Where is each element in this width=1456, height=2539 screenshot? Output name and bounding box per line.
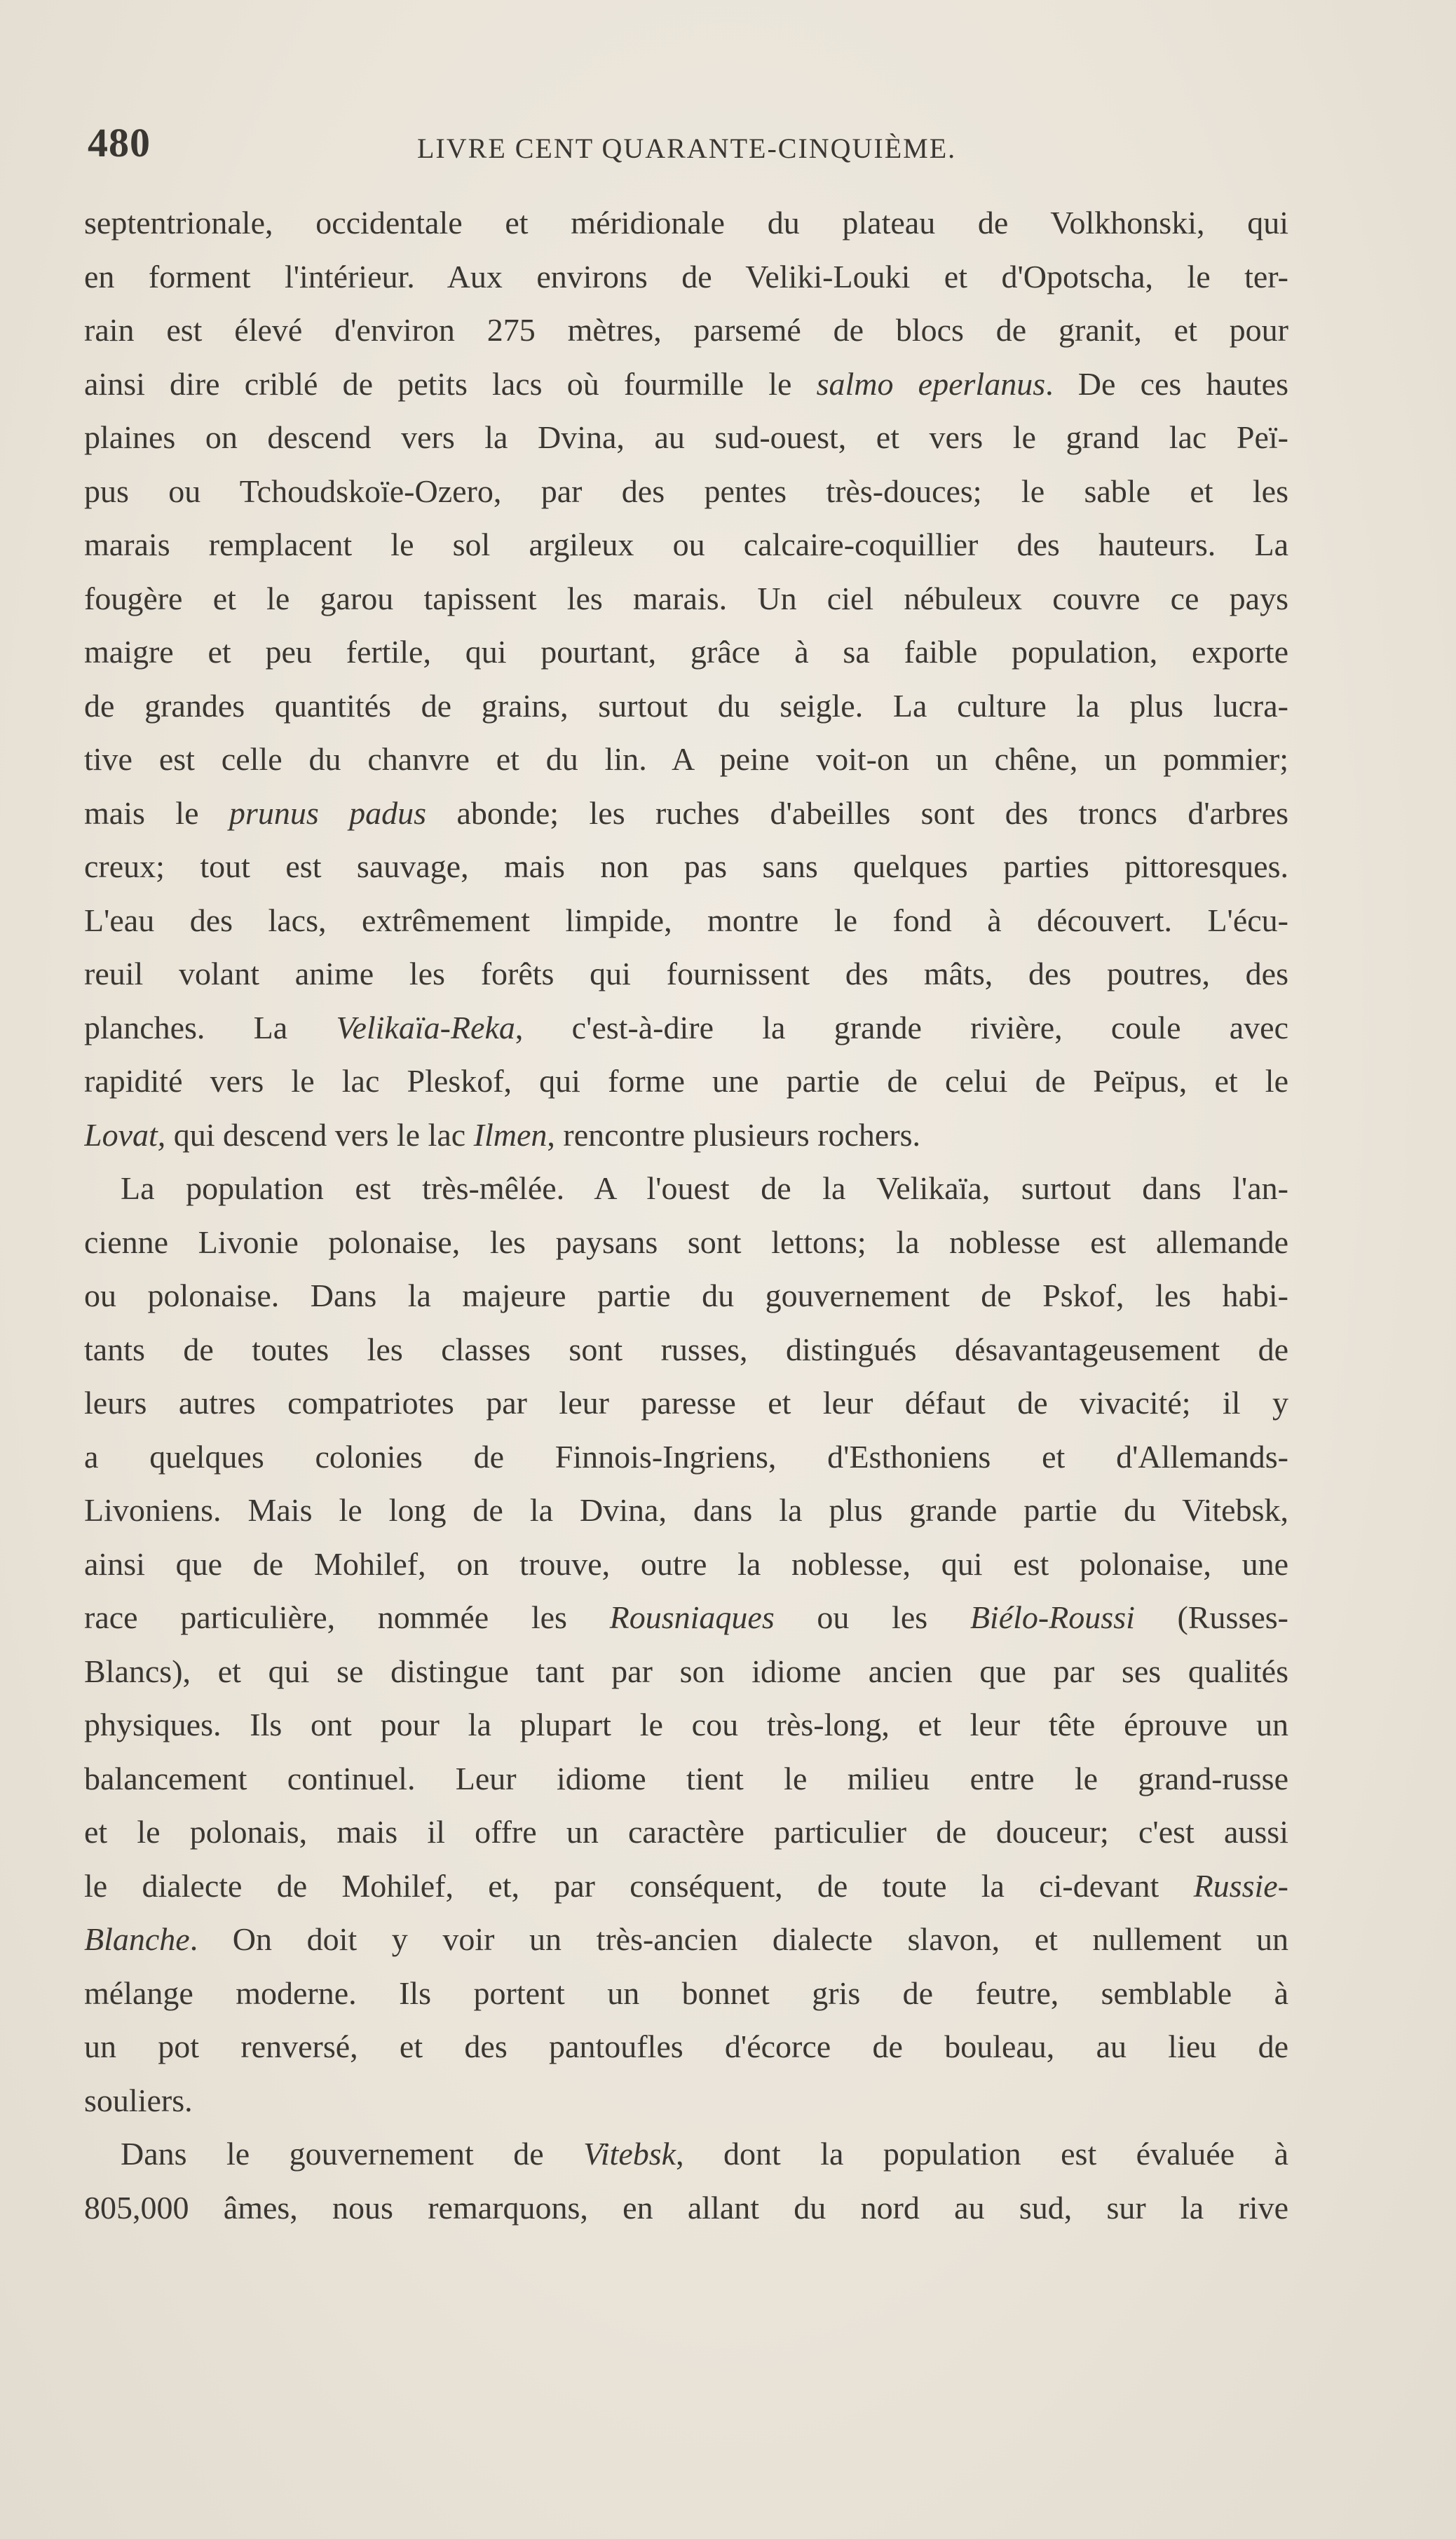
- text-line: [84, 1913, 1288, 1967]
- text-line: [84, 1860, 1288, 1914]
- text-segment: cienne Livonie polonaise, les paysans sont lettons; la noblesse est allemande: [84, 1224, 1288, 1260]
- text-line: [84, 250, 1288, 304]
- page-number: 480: [88, 120, 151, 165]
- text-segment: le dialecte de Mohilef, et, par conséquent, de toute la ci-devant: [84, 1867, 1194, 1904]
- text-line: [84, 840, 1288, 894]
- text-segment: . On doit y voir un très-ancien dialecte slavon, et nullement un: [189, 1921, 1288, 1957]
- text-line: [84, 572, 1288, 626]
- text-line: [84, 1376, 1288, 1430]
- text-segment: balancement continuel. Leur idiome tient le milieu entre le grand-russe: [84, 1760, 1288, 1796]
- text-segment: rapidité vers le lac Pleskof, qui forme une partie de celui de Peïpus, et le: [84, 1063, 1288, 1099]
- text-line: [84, 411, 1288, 465]
- text-segment: ou polonaise. Dans la majeure partie du gouvernement de Pskof, les habi-: [84, 1278, 1288, 1313]
- text-line: [84, 947, 1288, 1001]
- text-segment: maigre et peu fertile, qui pourtant, grâce à sa faible population, exporte: [84, 634, 1288, 670]
- text-segment: planches. La: [84, 1009, 336, 1045]
- text-segment: Blancs), et qui se distingue tant par son idiome ancien que par ses qualités: [84, 1653, 1288, 1689]
- text-segment: septentrionale, occidentale et méridionale du plateau de Volkhonski, qui: [84, 205, 1288, 241]
- text-segment: en forment l'intérieur. Aux environs de Veliki-Louki et d'Opotscha, le ter-: [84, 258, 1288, 294]
- text-line: [84, 358, 1288, 412]
- text-line: [84, 733, 1288, 787]
- text-line: [84, 1752, 1288, 1806]
- italic-term: Blanche: [84, 1921, 190, 1957]
- text-segment: tants de toutes les classes sont russes, distingués désavantageusement de: [84, 1331, 1288, 1367]
- text-segment: ainsi que de Mohilef, on trouve, outre la noblesse, qui est polonaise, une: [84, 1545, 1288, 1582]
- text-line: [84, 1055, 1288, 1109]
- text-line: [84, 465, 1288, 519]
- text-line: [84, 1269, 1288, 1323]
- text-segment: (Russes-: [1134, 1599, 1288, 1635]
- text-line: [84, 1216, 1288, 1270]
- text-line: [84, 1967, 1288, 2021]
- text-line: [84, 304, 1288, 358]
- text-segment: rain est élevé d'environ 275 mètres, parsemé de blocs de granit, et pour: [84, 312, 1288, 348]
- text-segment: reuil volant anime les forêts qui fournissent des mâts, des poutres, des: [84, 956, 1288, 991]
- text-segment: mais le: [84, 794, 229, 831]
- italic-term: Velikaïa-Reka: [336, 1009, 515, 1045]
- text-segment: physiques. Ils ont pour la plupart le cou très-long, et leur tête éprouve un: [84, 1707, 1288, 1742]
- text-line: [84, 1484, 1288, 1538]
- body-text: [84, 196, 1288, 2235]
- running-title: LIVRE CENT QUARANTE-CINQUIÈME.: [417, 133, 957, 164]
- text-line: [84, 2127, 1288, 2181]
- text-line: [84, 1430, 1288, 1484]
- text-line: [84, 2181, 1288, 2235]
- text-segment: race particulière, nommée les: [84, 1599, 610, 1635]
- text-line: [84, 518, 1288, 572]
- text-segment: , rencontre plusieurs rochers.: [547, 1116, 921, 1153]
- text-line: [84, 625, 1288, 679]
- text-line: [84, 1109, 1288, 1163]
- text-line: [84, 1538, 1288, 1592]
- text-line: [84, 1323, 1288, 1377]
- italic-term: Rousniaques: [609, 1599, 775, 1635]
- italic-term: salmo eperlanus: [816, 365, 1046, 402]
- text-line: [84, 787, 1288, 841]
- text-segment: L'eau des lacs, extrêmement limpide, montre le fond à découvert. L'écu-: [84, 902, 1288, 938]
- text-segment: La population est très-mêlée. A l'ouest de la Velikaïa, surtout dans l'an-: [121, 1170, 1288, 1206]
- text-segment: , dont la population est évaluée à: [676, 2136, 1288, 2172]
- text-segment: et le polonais, mais il offre un caractère particulier de douceur; c'est aussi: [84, 1814, 1288, 1850]
- text-segment: ainsi dire criblé de petits lacs où fourmille le: [84, 365, 817, 402]
- text-segment: , c'est-à-dire la grande rivière, coule avec: [515, 1009, 1288, 1045]
- text-line: [84, 679, 1288, 733]
- italic-term: prunus padus: [229, 794, 427, 831]
- text-segment: souliers.: [84, 2082, 193, 2118]
- text-line: [84, 1591, 1288, 1645]
- text-line: [84, 1645, 1288, 1699]
- text-segment: . De ces hautes: [1045, 365, 1288, 402]
- text-segment: a quelques colonies de Finnois-Ingriens, d'Esthoniens et d'Allemands-: [84, 1438, 1288, 1475]
- italic-term: Lovat,: [84, 1116, 166, 1153]
- text-line: [84, 1162, 1288, 1216]
- text-segment: de grandes quantités de grains, surtout du seigle. La culture la plus lucra-: [84, 687, 1288, 724]
- text-segment: Livoniens. Mais le long de la Dvina, dans la plus grande partie du Vitebsk,: [84, 1492, 1288, 1528]
- text-segment: plaines on descend vers la Dvina, au sud-ouest, et vers le grand lac Peï-: [84, 419, 1288, 455]
- page-header: [88, 119, 1286, 168]
- italic-term: Vitebsk: [583, 2136, 676, 2172]
- text-segment: Dans le gouvernement de: [121, 2136, 584, 2172]
- text-segment: abonde; les ruches d'abeilles sont des troncs d'arbres: [426, 794, 1288, 831]
- text-line: [84, 2074, 1288, 2128]
- text-line: [84, 1698, 1288, 1752]
- text-segment: ou les: [774, 1599, 970, 1635]
- text-segment: 805,000 âmes, nous remarquons, en allant du nord au sud, sur la rive: [84, 2189, 1288, 2226]
- text-segment: un pot renversé, et des pantoufles d'écorce de bouleau, au lieu de: [84, 2029, 1288, 2064]
- text-segment: tive est celle du chanvre et du lin. A peine voit-on un chêne, un pommier;: [84, 741, 1288, 777]
- text-line: [84, 2020, 1288, 2074]
- text-segment: leurs autres compatriotes par leur paresse et leur défaut de vivacité; il y: [84, 1385, 1288, 1421]
- text-segment: creux; tout est sauvage, mais non pas sans quelques parties pittoresques.: [84, 848, 1288, 884]
- text-line: [84, 196, 1288, 250]
- italic-term: Ilmen: [473, 1116, 547, 1153]
- text-segment: pus ou Tchoudskoïe-Ozero, par des pentes très-douces; le sable et les: [84, 473, 1288, 509]
- text-segment: mélange moderne. Ils portent un bonnet gris de feutre, semblable à: [84, 1975, 1288, 2011]
- text-segment: marais remplacent le sol argileux ou calcaire-coquillier des hauteurs. La: [84, 527, 1288, 562]
- text-segment: qui descend vers le lac: [165, 1116, 474, 1153]
- text-line: [84, 1001, 1288, 1055]
- text-line: [84, 894, 1288, 948]
- italic-term: Biélo-Roussi: [969, 1599, 1135, 1635]
- text-line: [84, 1806, 1288, 1860]
- italic-term: Russie-: [1193, 1867, 1288, 1904]
- text-segment: fougère et le garou tapissent les marais. Un ciel nébuleux couvre ce pays: [84, 580, 1288, 616]
